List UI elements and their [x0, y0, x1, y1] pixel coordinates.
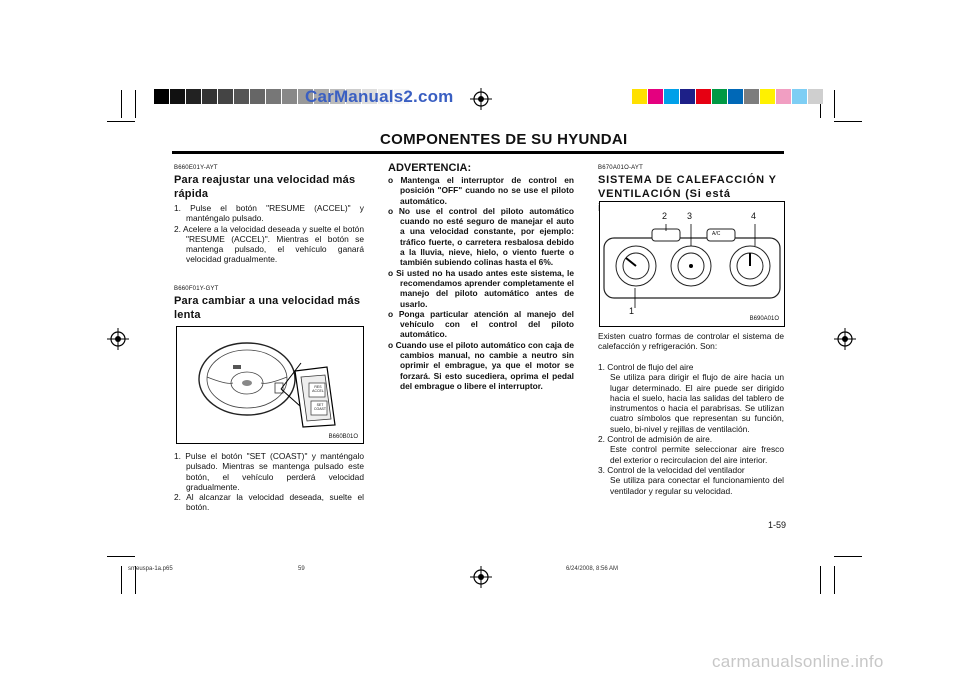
list-item: 2. Acelere a la velocidad deseada y suelte el botón "RESUME (ACCEL)". Mientras el botón se mantenga pulsado, el vehículo ganará velocidad gradualmente.: [174, 223, 364, 265]
footer-file: smeuspa-1a.p65: [128, 566, 173, 572]
page-number: 1-59: [768, 520, 787, 530]
list-item-detail: Este control permite seleccionar aire fresco del exterior o recirculacion del aire interior.: [610, 444, 784, 465]
list-item: 2. Control de admisión de aire.: [598, 434, 713, 445]
list-item: 1. Pulse el botón "SET (COAST)" y manténgalo pulsado. Mientras se mantenga pulsado este botón, el vehículo perderá velocidad gradualmente.: [174, 451, 364, 492]
list-item-detail: Se utiliza para dirigir el flujo de aire hacia un lugar determinado. El aire puede ser dirigido hacia el suelo, hacia las salidas del tablero de instrumentos o hacia el parabrisas. Se utilizan cuatro símbolos que representan su función, suelo, bi-nivel y rejillas de ventilación.: [610, 372, 784, 434]
warning-column: [388, 162, 574, 391]
list-item: o Si usted no ha usado antes este sistema, le recomendamos aprender completamente el manejo del piloto automático antes de usarlo.: [388, 267, 574, 309]
list-item: 3. Control de la velocidad del ventilador: [598, 464, 745, 475]
instruction-list: [174, 451, 364, 513]
list-item: 1. Control de flujo del aire: [598, 362, 694, 372]
column-1: [174, 165, 364, 265]
instruction-list: [174, 203, 364, 265]
list-item: 1. Pulse el botón "RESUME (ACCEL)" y manténgalo pulsado.: [174, 203, 364, 224]
crop-mark: [820, 566, 821, 594]
res-accel-label: RES ACCEL: [312, 385, 324, 393]
list-item: o Ponga particular atención al manejo del vehículo con el control del piloto automático.: [388, 308, 574, 340]
crop-mark: [834, 121, 862, 122]
figure-label: B690A01O: [749, 316, 779, 322]
bottom-watermark[interactable]: carmanualsonline.info: [712, 652, 884, 671]
ac-button-label: A/C: [712, 231, 721, 237]
page-title: COMPONENTES DE SU HYUNDAI: [380, 131, 628, 148]
registration-mark-icon: [107, 328, 129, 350]
section-title: SISTEMA DE CALEFACCIÓN Y VENTILACIÓN (Si está: [598, 174, 777, 200]
list-item: 2. Al alcanzar la velocidad deseada, suelte el botón.: [174, 492, 364, 513]
registration-mark-icon: [834, 328, 856, 350]
section-title: Para reajustar una velocidad más rápida: [174, 174, 356, 200]
watermark[interactable]: CarManuals2.com: [305, 87, 454, 106]
crop-mark: [834, 556, 862, 557]
crop-mark: [107, 556, 135, 557]
list-item: o Mantenga el interruptor de control en posición "OFF" cuando no se use el piloto automático.: [388, 175, 574, 206]
registration-mark-icon: [470, 566, 492, 588]
warning-list: [388, 175, 574, 391]
color-calibration-bar: [632, 89, 824, 104]
crop-mark: [107, 121, 135, 122]
registration-mark-icon: [470, 88, 492, 110]
section-code: B660F01Y-GYT: [174, 286, 219, 292]
crop-mark: [121, 90, 122, 118]
list-item: o No use el control del piloto automático cuando no esté seguro de manejar el auto a una velocidad constante, por ejemplo: tráfico fuerte, o carretera resbalosa debido a la lluvia, nieve, hielo, o viento fuerte o también subiendo colinas hasta el 6%.: [388, 205, 574, 268]
crop-mark: [135, 90, 136, 118]
footer-date: 6/24/2008, 8:56 AM: [566, 566, 619, 572]
list-item: o Cuando use el piloto automático con caja de cambios manual, no cambie a neutro sin oprimir el embrague, ya que el motor se forzará. Si esto sucediera, oprima el pedal del embrague o libere el interruptor.: [388, 339, 574, 391]
section-code: B670A01O-AYT: [598, 165, 643, 171]
section-code: B660E01Y-AYT: [174, 165, 218, 171]
callout-1: 1: [629, 306, 635, 316]
set-coast-label: SET COAST: [313, 403, 327, 411]
list-item-detail: Se utiliza para conectar el funcionamiento del ventilador y regular su velocidad.: [610, 475, 784, 496]
warning-title: ADVERTENCIA:: [388, 162, 472, 174]
callout-4: 4: [751, 211, 757, 221]
steering-wheel-icon: [177, 327, 363, 443]
callout-2: 2: [662, 211, 668, 221]
crop-mark: [121, 566, 122, 594]
callout-3: 3: [687, 211, 693, 221]
column-1-section-2: [174, 286, 364, 322]
footer-page: 59: [298, 566, 305, 572]
section-title: Para cambiar a una velocidad más lenta: [174, 295, 361, 321]
header-rule: [172, 151, 784, 154]
intro-paragraph: Existen cuatro formas de controlar el sistema de calefacción y refrigeración. Son:: [598, 331, 784, 352]
crop-mark: [834, 566, 835, 594]
crop-mark: [834, 90, 835, 118]
control-list: [598, 362, 784, 496]
figure-label: B660B01O: [328, 434, 358, 440]
climate-control-figure: [599, 201, 785, 327]
steering-wheel-figure: [176, 326, 364, 444]
